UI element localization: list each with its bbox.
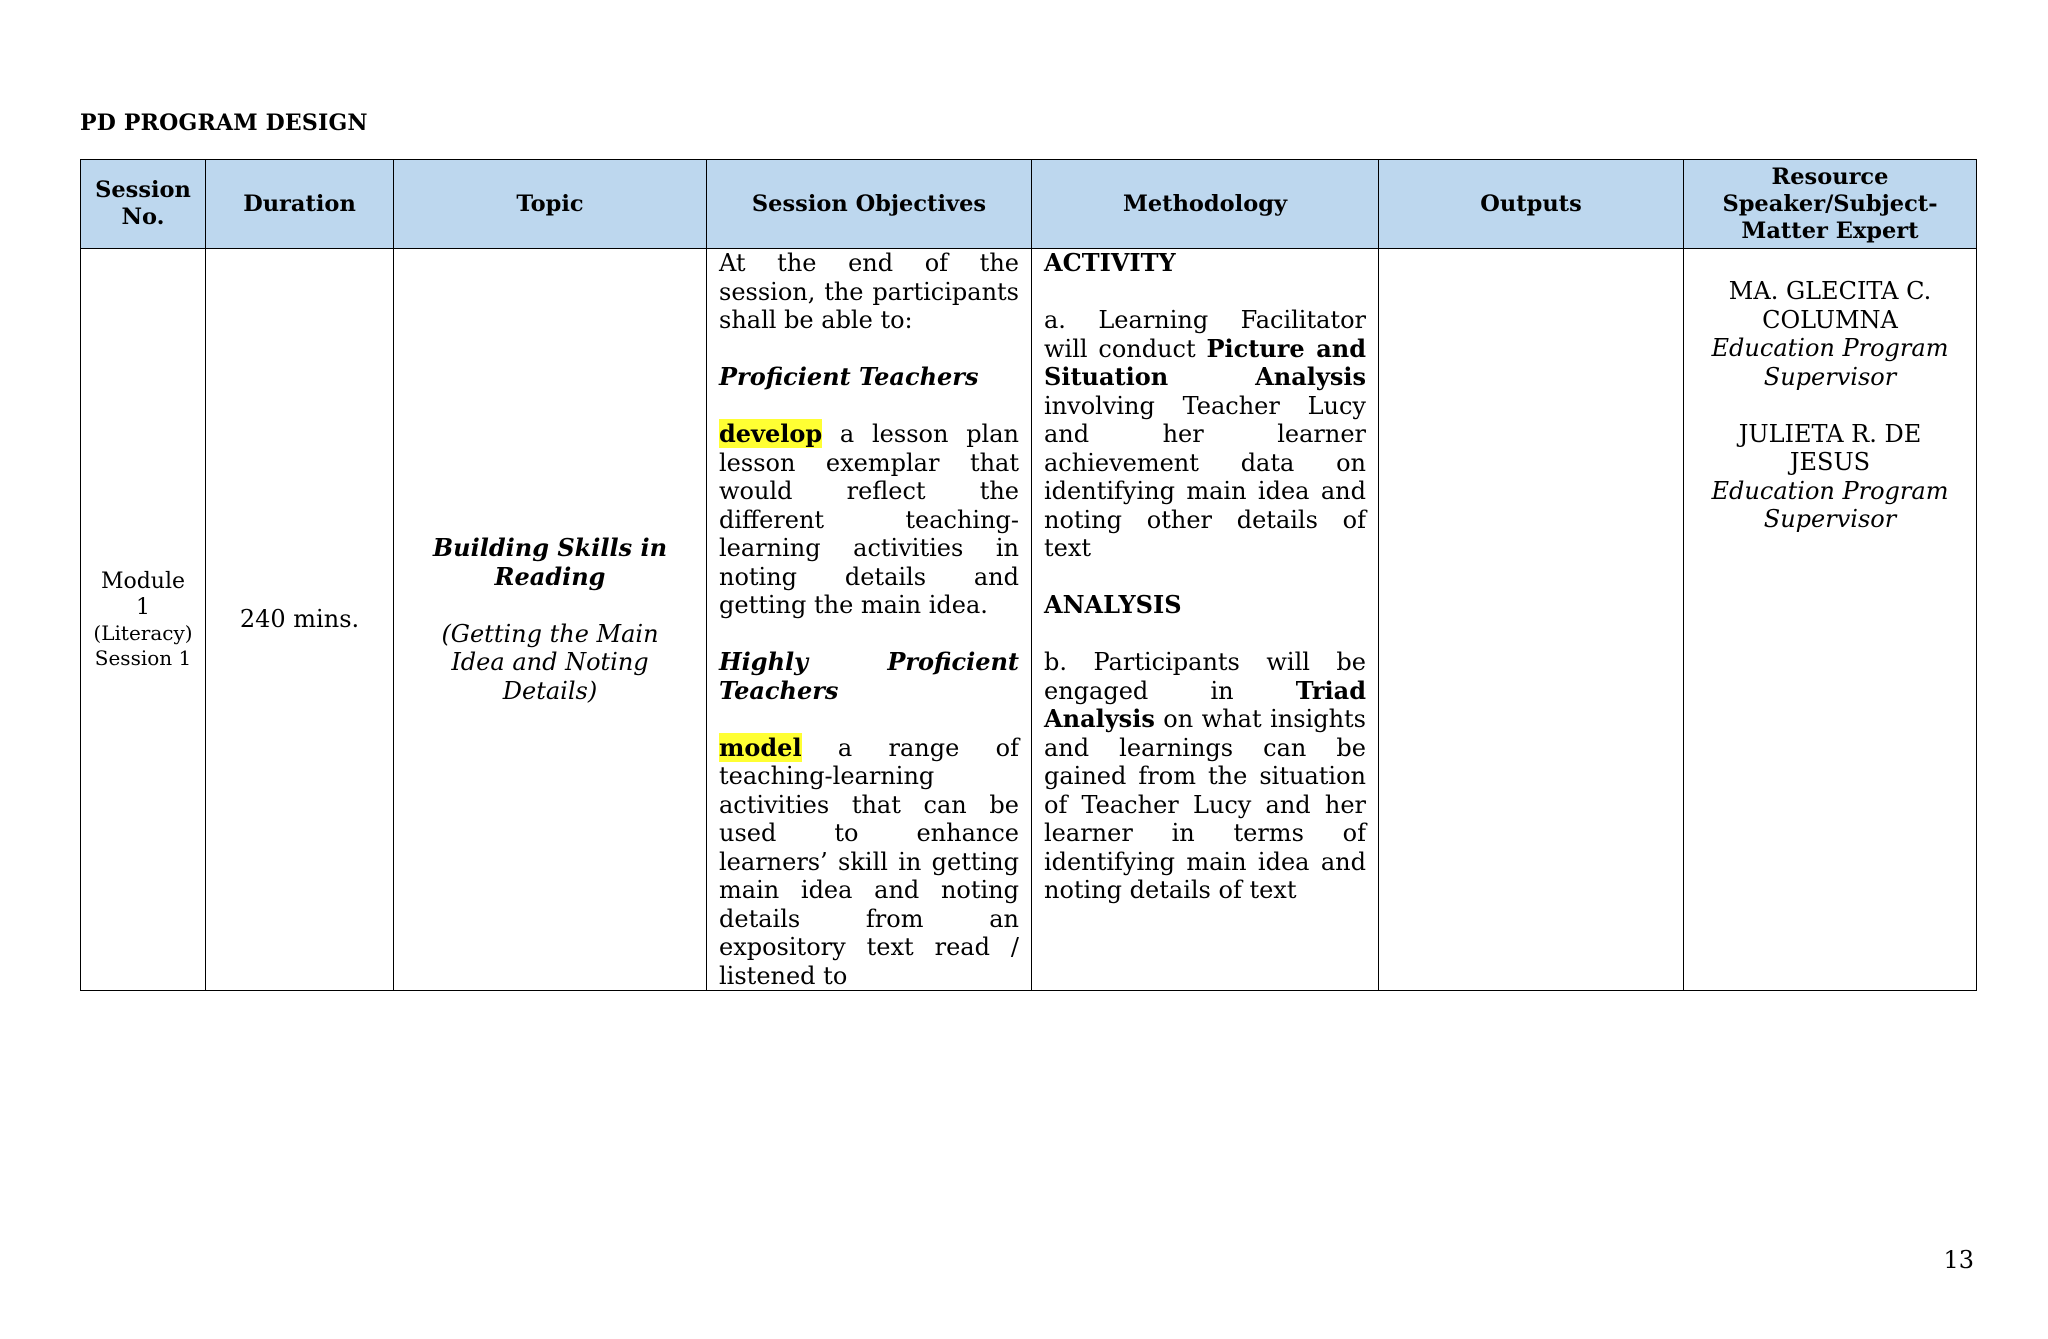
speaker-1-role: Education Program Supervisor (1711, 334, 1949, 391)
objectives-group1-text: a lesson plan lesson exemplar that would reflect the different teaching-learning activities in noting details and getting the main idea. (719, 420, 1019, 619)
methodology-analysis-heading: ANALYSIS (1044, 590, 1182, 619)
header-session-no: Session No. (81, 160, 206, 249)
topic-cell (394, 249, 707, 991)
methodology-a-text-2: involving Teacher Lucy and her learner achievement data on identifying main idea and noting other details of text (1044, 391, 1366, 562)
objectives-group2 (719, 734, 1019, 991)
objectives-group2-heading (719, 648, 1019, 677)
topic-subtitle: (Getting the Main Idea and Noting Details) (441, 619, 659, 705)
objectives-intro: At the end of the session, the participants shall be able to: (719, 249, 1019, 334)
session-number: Session 1 (94, 645, 192, 670)
objective-verb-model: model (719, 732, 802, 762)
outputs-cell (1379, 249, 1684, 991)
speaker-2-role: Education Program Supervisor (1711, 476, 1949, 533)
header-session-objectives: Session Objectives (707, 160, 1032, 249)
session-module: Module 1 (100, 568, 186, 620)
page-number: 13 (1943, 1246, 1974, 1274)
methodology-cell (1032, 249, 1379, 991)
methodology-a-text-1: a. Learning Facilitator will conduct (1044, 306, 1366, 363)
header-row (81, 160, 1977, 249)
objectives-group1 (719, 420, 1019, 620)
methodology-activity-heading: ACTIVITY (1044, 248, 1176, 277)
document-title: PD PROGRAM DESIGN (80, 110, 368, 136)
topic-title: Building Skills in Reading (432, 533, 668, 591)
session-category: (Literacy) (93, 620, 193, 645)
header-resource-speaker: Resource Speaker/Subject-Matter Expert (1684, 160, 1977, 249)
speaker-2-name: JULIETA R. DE JESUS (1738, 419, 1922, 476)
objectives-cell (707, 249, 1032, 991)
pd-program-table (80, 159, 1977, 991)
methodology-b-text-2: on what insights and learnings can be gained from the situation of Teacher Lucy and her learner in terms of identifying main idea and noting details of text (1044, 705, 1366, 904)
header-topic: Topic (394, 160, 707, 249)
objectives-group2-heading-b: Proficient (887, 647, 1019, 676)
header-outputs: Outputs (1379, 160, 1684, 249)
duration-cell: 240 mins. (206, 249, 394, 991)
methodology-activity-text (1044, 306, 1366, 563)
objective-verb-develop: develop (719, 419, 823, 448)
session-cell (81, 249, 206, 991)
speaker-1-name: MA. GLECITA C. COLUMNA (1728, 277, 1932, 334)
methodology-a-bold: Picture and Situation Analysis (1044, 333, 1366, 391)
objectives-group1-heading: Proficient Teachers (719, 362, 979, 391)
methodology-analysis-text (1044, 648, 1366, 905)
objectives-group2-heading-c: Teachers (719, 675, 839, 705)
objectives-group2-text: a range of teaching-learning activities that can be used to enhance learners’ skill in getting main idea and noting details from an expository text read / listened to (719, 733, 1019, 990)
table-row (81, 249, 1977, 991)
objectives-group2-heading-a: Highly (719, 647, 809, 676)
speakers-cell (1684, 249, 1977, 991)
header-duration: Duration (206, 160, 394, 249)
methodology-b-bold: Triad Analysis (1044, 675, 1366, 733)
header-methodology: Methodology (1032, 160, 1379, 249)
methodology-b-text-1: b. Participants will be engaged in (1044, 648, 1366, 705)
